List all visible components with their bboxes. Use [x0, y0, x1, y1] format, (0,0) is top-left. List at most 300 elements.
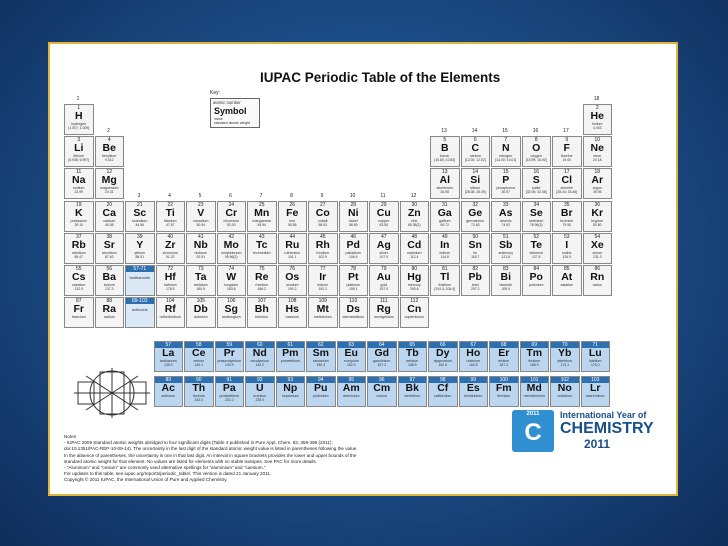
element-cell-eu — [337, 341, 367, 372]
atomic-number: 26 — [289, 201, 296, 208]
atomic-weight: 158.9 — [408, 363, 417, 368]
element-cell-zn — [400, 201, 430, 232]
element-symbol: Ge — [468, 206, 483, 219]
element-name: silver — [379, 250, 388, 255]
element-cell-cl — [552, 168, 582, 199]
atomic-number: 76 — [289, 266, 296, 272]
page-title: IUPAC Periodic Table of the Elements — [260, 70, 501, 85]
element-symbol: Fe — [286, 206, 299, 219]
atomic-number: 29 — [380, 201, 387, 208]
element-cell-fr — [64, 297, 94, 328]
atomic-number: 13 — [441, 169, 448, 176]
atomic-number: 68 — [490, 342, 518, 348]
atomic-weight: 91.22 — [166, 254, 175, 259]
atomic-number: 61 — [277, 342, 305, 348]
element-symbol: Cr — [225, 206, 238, 219]
atomic-weight: 152.0 — [347, 363, 356, 368]
element-cell-sg — [217, 297, 247, 328]
element-cell-ta — [186, 265, 216, 296]
atomic-number: 79 — [380, 266, 387, 272]
element-name: gallium — [439, 218, 451, 223]
group-label: 10 — [349, 192, 356, 199]
element-name: manganese — [252, 218, 272, 223]
element-symbol: Dy — [436, 347, 450, 360]
element-symbol: In — [440, 238, 450, 251]
atomic-weight: 207.2 — [471, 287, 480, 291]
element-symbol: Es — [466, 381, 480, 394]
element-symbol: I — [565, 238, 569, 251]
element-symbol: Ag — [376, 238, 391, 251]
element-symbol: Sr — [103, 238, 115, 251]
series-range: 57-71 — [126, 266, 154, 272]
atomic-number: 48 — [411, 233, 418, 240]
element-name: radon — [592, 283, 602, 287]
atomic-weight: 65.38(2) — [407, 222, 421, 227]
element-cell-hs — [278, 297, 308, 328]
element-name: barium — [103, 283, 115, 287]
atomic-weight: 126.9 — [562, 254, 571, 259]
atomic-number: 43 — [258, 233, 265, 240]
element-name: bromine — [560, 218, 574, 223]
element-symbol: W — [226, 271, 237, 283]
element-symbol: Ds — [346, 303, 360, 316]
atomic-number: 107 — [257, 298, 266, 305]
atomic-number: 32 — [472, 201, 479, 208]
atomic-number: 87 — [75, 298, 82, 305]
badge-year: 2011 — [526, 411, 540, 417]
element-symbol: Sn — [468, 238, 482, 251]
element-symbol: Pm — [282, 347, 299, 360]
element-cell-cd — [400, 233, 430, 264]
atomic-weight: 144.2 — [255, 363, 264, 368]
atomic-weight: [6.938; 6.997] — [68, 158, 90, 163]
element-symbol: No — [557, 381, 572, 394]
atomic-number: 85 — [563, 266, 570, 272]
key-atomic-number: atomic number — [213, 100, 241, 105]
element-name: curium — [376, 393, 388, 398]
atomic-weight: 19.00 — [562, 158, 571, 163]
group-label: 8 — [290, 192, 293, 199]
atomic-number: 96 — [368, 377, 396, 383]
element-symbol: Ir — [319, 271, 327, 283]
element-name: tantalum — [193, 283, 208, 287]
element-cell-pd — [339, 233, 369, 264]
element-cell-yb — [550, 341, 580, 372]
atomic-weight: 78.96(3) — [529, 222, 543, 227]
element-name: chlorine — [560, 186, 574, 191]
element-name: helium — [591, 122, 603, 126]
element-symbol: Eu — [344, 347, 358, 360]
element-cell-cm — [367, 376, 397, 407]
element-symbol: Nd — [252, 347, 267, 360]
element-name: sulfur — [531, 186, 541, 191]
element-cell-ba — [95, 265, 125, 296]
element-symbol: O — [532, 142, 541, 155]
element-name: zirconium — [162, 250, 178, 255]
group-label: 1 — [76, 96, 80, 102]
atomic-weight: 232.0 — [194, 397, 203, 402]
element-symbol: Yb — [558, 347, 572, 360]
atomic-number: 22 — [167, 201, 174, 208]
element-symbol: Hf — [164, 271, 176, 283]
element-symbol: Au — [376, 271, 391, 283]
atomic-weight: 186.2 — [257, 287, 266, 291]
element-symbol: As — [499, 206, 513, 219]
atomic-number: 24 — [228, 201, 235, 208]
element-name: copper — [378, 218, 390, 223]
element-symbol: Md — [526, 381, 542, 394]
series-placeholder-actinoids — [125, 297, 155, 328]
element-cell-rh — [308, 233, 338, 264]
element-cell-fm — [489, 376, 519, 407]
key-name: name — [214, 117, 223, 121]
element-name: oxygen — [530, 154, 543, 159]
atomic-number: 90 — [185, 377, 213, 383]
element-symbol: Bk — [405, 381, 419, 394]
atomic-number: 42 — [228, 233, 235, 240]
atomic-weight: 140.9 — [225, 363, 234, 368]
atomic-number: 27 — [319, 201, 326, 208]
element-name: molybdenum — [220, 250, 242, 255]
element-symbol: Mt — [316, 303, 329, 316]
element-cell-c — [461, 136, 491, 167]
atomic-weight: 173.1 — [560, 363, 569, 368]
atomic-number: 20 — [106, 201, 113, 208]
element-cell-mo — [217, 233, 247, 264]
atomic-weight: 138.9 — [164, 363, 173, 368]
element-name: actinium — [161, 393, 175, 398]
element-cell-cu — [369, 201, 399, 232]
element-symbol: Np — [283, 381, 298, 394]
element-name: thallium — [438, 283, 451, 287]
element-name: neon — [593, 154, 602, 159]
element-symbol: La — [162, 347, 175, 360]
element-name: yttrium — [134, 250, 146, 255]
element-symbol: Mo — [223, 238, 239, 251]
element-symbol: Cd — [407, 238, 422, 251]
element-name: mercury — [407, 283, 421, 287]
atomic-number: 38 — [106, 233, 113, 240]
element-cell-mt — [308, 297, 338, 328]
atomic-number: 81 — [441, 266, 448, 272]
atomic-number: 51 — [502, 233, 509, 240]
element-name: technetium — [252, 250, 271, 255]
element-name: neodymium — [250, 359, 270, 364]
element-symbol: Po — [529, 271, 543, 283]
element-cell-bk — [398, 376, 428, 407]
element-name: fermium — [497, 393, 511, 398]
element-cell-ag — [369, 233, 399, 264]
element-cell-at — [552, 265, 582, 296]
element-name: rhenium — [255, 283, 269, 287]
element-symbol: Am — [342, 381, 360, 394]
atomic-number: 46 — [350, 233, 357, 240]
element-name: copernicium — [404, 315, 424, 320]
atomic-number: 91 — [216, 377, 244, 383]
element-cell-in — [430, 233, 460, 264]
element-cell-pu — [306, 376, 336, 407]
element-name: platinum — [346, 283, 361, 287]
atomic-weight: 175.0 — [591, 363, 600, 368]
element-name: meitnerium — [313, 315, 332, 320]
element-cell-re — [247, 265, 277, 296]
element-cell-tc — [247, 233, 277, 264]
element-cell-s — [522, 168, 552, 199]
atomic-weight: [10.80; 10.83] — [434, 158, 456, 163]
element-cell-si — [461, 168, 491, 199]
element-symbol: Se — [529, 206, 543, 219]
atomic-number: 86 — [594, 266, 601, 272]
element-cell-db — [186, 297, 216, 328]
atomic-weight: 20.18 — [593, 158, 602, 163]
atomic-number: 72 — [167, 266, 174, 272]
element-symbol: Kr — [591, 206, 604, 219]
notes-line: For updates to this table, see iupac.org/reports/periodic_table/. This version is dated 21 January 2011. — [64, 471, 272, 477]
element-name: zinc — [411, 218, 418, 223]
atomic-weight: 195.1 — [349, 287, 358, 291]
badge-letter: C — [524, 419, 542, 446]
element-name: tungsten — [224, 283, 239, 287]
element-cell-se — [522, 201, 552, 232]
element-cell-hf — [156, 265, 186, 296]
element-name: osmium — [285, 283, 299, 287]
element-symbol: Gd — [374, 347, 390, 360]
element-cell-be — [95, 136, 125, 167]
atomic-weight: 63.55 — [379, 222, 388, 227]
group-label: 16 — [532, 128, 539, 135]
notes-heading: Notes — [64, 434, 77, 439]
atomic-number: 67 — [460, 342, 488, 348]
element-cell-n — [491, 136, 521, 167]
element-symbol: Pd — [346, 238, 360, 251]
element-cell-ce — [184, 341, 214, 372]
element-name: samarium — [312, 359, 329, 364]
atomic-weight: 40.08 — [105, 222, 114, 227]
element-name: rutherfordium — [159, 315, 181, 320]
atomic-number: 5 — [443, 137, 447, 144]
atomic-number: 3 — [77, 137, 81, 144]
atomic-weight: 92.91 — [196, 254, 205, 259]
element-name: dubnium — [193, 315, 208, 320]
atomic-number: 19 — [75, 201, 82, 208]
atomic-weight: 74.92 — [501, 222, 510, 227]
atomic-weight: 190.2 — [288, 287, 297, 291]
element-symbol: Cn — [407, 303, 422, 316]
atomic-weight: 4.003 — [593, 126, 602, 130]
element-name: hassium — [285, 315, 299, 320]
atomic-weight: 88.91 — [135, 254, 144, 259]
element-symbol: H — [74, 110, 83, 122]
element-name: promethium — [280, 359, 300, 364]
element-symbol: Mn — [254, 206, 270, 219]
group-label: 9 — [320, 192, 324, 199]
element-cell-ti — [156, 201, 186, 232]
atomic-number: 109 — [318, 298, 327, 305]
atomic-weight: [28.08; 28.09] — [464, 190, 486, 195]
element-cell-al — [430, 168, 460, 199]
element-name: aluminium — [436, 186, 453, 191]
element-symbol: Zn — [407, 206, 421, 219]
element-symbol: At — [561, 271, 573, 283]
atomic-weight: 157.3 — [377, 363, 386, 368]
atomic-number: 52 — [533, 233, 540, 240]
element-cell-na — [64, 168, 94, 199]
element-cell-cf — [428, 376, 458, 407]
atomic-number: 106 — [227, 298, 236, 305]
atomic-number: 93 — [277, 377, 305, 383]
atomic-weight: 44.96 — [135, 222, 144, 227]
element-symbol: Hs — [285, 303, 299, 316]
element-cell-hg — [400, 265, 430, 296]
atomic-number: 112 — [410, 298, 419, 305]
atomic-weight: [35.44; 35.46] — [556, 190, 578, 195]
chemistry-badge-icon — [512, 410, 554, 452]
element-cell-xe — [583, 233, 613, 264]
element-cell-lr — [581, 376, 611, 407]
element-name: antimony — [498, 250, 514, 255]
element-cell-f — [552, 136, 582, 167]
element-name: terbium — [406, 359, 419, 364]
element-cell-as — [491, 201, 521, 232]
element-name: scandium — [132, 218, 148, 223]
element-cell-sb — [491, 233, 521, 264]
element-name: hydrogen — [71, 122, 87, 126]
element-cell-pt — [339, 265, 369, 296]
element-cell-pb — [461, 265, 491, 296]
element-cell-ds — [339, 297, 369, 328]
atomic-weight: 164.9 — [469, 363, 478, 368]
element-symbol: Rh — [315, 238, 330, 251]
element-cell-nd — [245, 341, 275, 372]
atomic-weight: 168.9 — [530, 363, 539, 368]
copyright: Copyright © 2011 IUPAC, the International Union of Pure and Applied Chemistry. — [64, 477, 228, 483]
atomic-weight: 107.9 — [379, 254, 388, 259]
atomic-number: 92 — [246, 377, 274, 383]
element-cell-au — [369, 265, 399, 296]
element-name: beryllium — [102, 154, 117, 159]
element-cell-es — [459, 376, 489, 407]
atomic-weight: 85.47 — [74, 254, 83, 259]
atomic-weight: 24.31 — [105, 190, 114, 195]
element-symbol: Ar — [591, 174, 604, 187]
element-symbol: Sm — [312, 347, 329, 360]
atomic-number: 10 — [594, 137, 601, 144]
element-name: thorium — [192, 393, 205, 398]
element-cell-os — [278, 265, 308, 296]
element-cell-zr — [156, 233, 186, 264]
element-name: selenium — [529, 218, 544, 223]
element-name: krypton — [591, 218, 604, 223]
element-cell-rg — [369, 297, 399, 328]
element-name: polonium — [528, 283, 544, 287]
element-symbol: Ta — [195, 271, 207, 283]
element-name: hafnium — [163, 283, 177, 287]
element-name: uranium — [253, 393, 267, 398]
element-name: magnesium — [99, 186, 119, 191]
element-symbol: Li — [74, 142, 84, 155]
element-cell-am — [337, 376, 367, 407]
atomic-number: 65 — [399, 342, 427, 348]
atomic-number: 103 — [582, 377, 610, 383]
element-symbol: Cf — [437, 381, 449, 394]
group-label: 17 — [563, 128, 569, 135]
element-name: protactinium — [219, 393, 240, 398]
element-symbol: Pu — [314, 381, 328, 394]
atomic-weight: 95.96(2) — [224, 254, 238, 259]
element-name: francium — [71, 315, 86, 320]
element-name: astatine — [560, 283, 574, 287]
atomic-weight: [14.00; 14.01] — [495, 158, 517, 163]
element-symbol: C — [471, 142, 480, 155]
atomic-weight: 150.4 — [316, 363, 325, 368]
element-name: ruthenium — [284, 250, 301, 255]
atomic-weight: 132.9 — [74, 287, 83, 291]
element-name: iridium — [317, 283, 329, 287]
element-cell-np — [276, 376, 306, 407]
atomic-number: 80 — [411, 266, 418, 272]
element-cell-ho — [459, 341, 489, 372]
element-cell-ir — [308, 265, 338, 296]
element-name: iodine — [561, 250, 572, 255]
element-symbol: Pb — [468, 271, 482, 283]
element-cell-rn — [583, 265, 613, 296]
atomic-number: 17 — [563, 169, 570, 176]
element-name: americium — [342, 393, 360, 398]
element-name: xenon — [592, 250, 603, 255]
atomic-number: 11 — [76, 169, 82, 176]
element-name: iron — [289, 218, 296, 223]
element-cell-cr — [217, 201, 247, 232]
element-name: titanium — [163, 218, 177, 223]
element-cell-mn — [247, 201, 277, 232]
atomic-weight: 69.72 — [440, 222, 449, 227]
element-cell-ga — [430, 201, 460, 232]
atomic-number: 111 — [379, 298, 388, 305]
atomic-number: 64 — [368, 342, 396, 348]
element-name: niobium — [194, 250, 208, 255]
atomic-number: 40 — [167, 233, 174, 240]
element-cell-pa — [215, 376, 245, 407]
element-cell-gd — [367, 341, 397, 372]
element-symbol: Tl — [440, 271, 450, 283]
atomic-weight: 231.0 — [225, 397, 234, 402]
atomic-number: 12 — [106, 169, 113, 176]
element-name: lead — [471, 283, 479, 287]
element-symbol: Hg — [407, 271, 422, 283]
element-name: sodium — [72, 186, 85, 191]
element-symbol: Cs — [72, 271, 86, 283]
element-symbol: Al — [439, 174, 450, 187]
atomic-number: 8 — [534, 137, 538, 144]
group-label: 13 — [441, 128, 447, 135]
element-symbol: Os — [285, 271, 300, 283]
element-cell-th — [184, 376, 214, 407]
atomic-number: 105 — [196, 298, 205, 305]
group-label: 18 — [593, 96, 600, 102]
atomic-weight: 197.0 — [379, 287, 388, 291]
atomic-weight: 200.6 — [410, 287, 419, 291]
element-symbol: N — [501, 142, 510, 155]
element-symbol: Ho — [466, 347, 481, 360]
element-name: calcium — [103, 218, 116, 223]
atomic-weight: 238.0 — [255, 397, 264, 402]
element-name: nitrogen — [499, 154, 513, 159]
element-name: seaborgium — [221, 315, 241, 320]
element-symbol: Ne — [590, 142, 604, 155]
atomic-weight: 112.4 — [410, 254, 419, 259]
series-name: actinoids — [131, 307, 148, 313]
atomic-weight: 209.0 — [501, 287, 510, 291]
